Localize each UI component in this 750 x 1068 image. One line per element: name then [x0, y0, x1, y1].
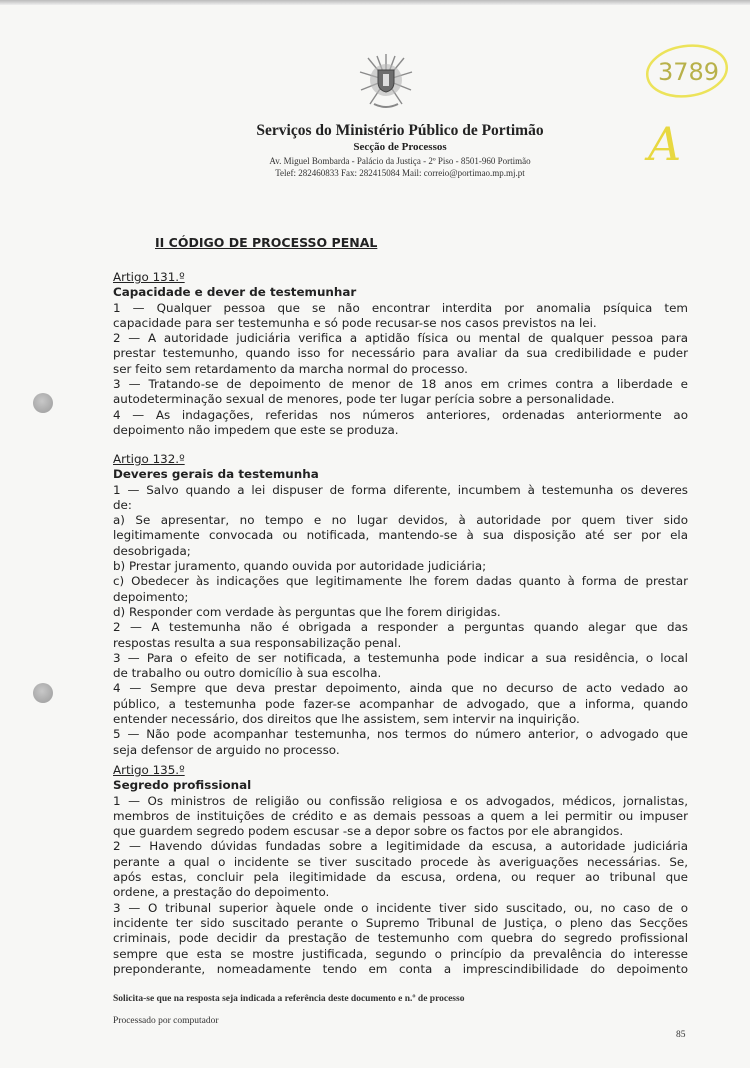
- office-section: Secção de Processos: [353, 141, 447, 153]
- paragraph-line: 1 — Qualquer pessoa que se não encontrar interdita por anomalia psíquica tem: [113, 300, 688, 315]
- paragraph-line: após estas, concluir pela ilegitimidade da escusa, ordena, ou requer ao tribunal que: [113, 870, 688, 885]
- paragraph-line: sempre que esta se mostre justificada, segundo o princípio da prevalência do interesse: [113, 946, 688, 961]
- paragraph-line: seja defensor de arguido no processo.: [113, 742, 340, 757]
- paragraph-line: entender necessário, dos direitos que lhe assistem, sem intervir na inquirição.: [113, 712, 580, 727]
- paragraph-line: 2 — A autoridade judiciária verifica a aptidão física ou mental de qualquer pessoa para: [113, 331, 688, 346]
- paragraph-line: 1 — Salvo quando a lei dispuser de forma diferente, incumbem à testemunha os deveres: [113, 482, 688, 497]
- paragraph-line: 3 — Para o efeito de ser notificada, a testemunha pode indicar a sua residência, o local: [113, 650, 688, 665]
- paragraph-line: 3 — Tratando-se de depoimento de menor de 18 anos em crimes contra a liberdade e: [113, 377, 688, 392]
- handwritten-number: 3789: [658, 58, 720, 86]
- paragraph-line: perante a qual o incidente se tiver suscitado procede às averiguações necessárias. Se,: [113, 854, 688, 869]
- paragraph-line: 2 — Havendo dúvidas fundadas sobre a legitimidade da escusa, a autoridade judiciária: [113, 839, 688, 854]
- paragraph-line: 3 — O tribunal superior àquele onde o incidente tiver sido suscitado, ou, no caso de o: [113, 900, 688, 915]
- paragraph-line: ordene, a prestação do depoimento.: [113, 885, 330, 900]
- handwritten-letter: A: [648, 117, 682, 168]
- paragraph-line: autodeterminação sexual de menores, pode ter lugar perícia sobre a personalidade.: [113, 392, 615, 407]
- paragraph-line: depoimento não impedem que este se produza.: [113, 422, 399, 437]
- paragraph-line: 2 — A testemunha não é obrigada a responder a perguntas quando alegar que das: [113, 620, 688, 635]
- paragraph-line: depoimento;: [113, 589, 189, 604]
- article-title: Capacidade e dever de testemunhar: [113, 285, 357, 300]
- article-title: Segredo profissional: [113, 778, 252, 793]
- footer-request-note: Solicita-se que na resposta seja indicada a referência deste documento e n.º de processo: [113, 994, 465, 1004]
- article-number: Artigo 131.º: [113, 270, 185, 284]
- paragraph-line: membros de instituições de crédito e as demais pessoas a quem a lei permitir ou impuser: [113, 808, 688, 823]
- article-title: Deveres gerais da testemunha: [113, 467, 319, 482]
- paragraph-line: incidente ter sido suscitado perante o Supremo Tribunal de Justiça, o pleno das Secções: [113, 915, 688, 930]
- paragraph-line: que guardem segredo podem escusar -se a depor sobre os factos por ele abrangidos.: [113, 824, 624, 839]
- coat-of-arms-logo: [358, 52, 414, 112]
- paragraph-line: desobrigada;: [113, 543, 191, 558]
- handwritten-annotation: [640, 38, 730, 168]
- office-title: Serviços do Ministério Público de Portimão: [256, 122, 544, 139]
- office-contacts: Telef: 282460833 Fax: 282415084 Mail: correio@portimao.mp.mj.pt: [275, 168, 525, 178]
- office-address: Av. Miguel Bombarda - Palácio da Justiça - 2º Piso - 8501-960 Portimão: [269, 156, 531, 166]
- paragraph-line: c) Obedecer às indicações que legitimamente lhe forem dadas quanto à forma de prestar: [113, 574, 688, 589]
- scan-top-edge: [0, 0, 750, 5]
- paragraph-line: preponderante, nomeadamente tendo em conta a imprescindibilidade do depoimento: [113, 961, 688, 976]
- paragraph-line: respostas resulta a sua responsabilização penal.: [113, 635, 402, 650]
- paragraph-line: público, a testemunha pode fazer-se acompanhar de advogado, que a informa, quando: [113, 696, 688, 711]
- paragraph-line: a) Se apresentar, no tempo e no lugar devidos, à autoridade por quem tiver sido: [113, 513, 688, 528]
- paragraph-line: ser feito sem retardamento da marcha normal do processo.: [113, 361, 468, 376]
- paragraph-line: criminais, pode decidir da prestação de testemunho com quebra do segredo profissional: [113, 931, 688, 946]
- page-number: 85: [676, 1030, 686, 1040]
- paragraph-line: de:: [113, 497, 132, 512]
- article: [113, 452, 688, 758]
- paragraph-line: prestar testemunho, quando isso for necessário para avaliar da sua credibilidade e puder: [113, 346, 688, 361]
- paragraph-line: 4 — As indagações, referidas nos números anteriores, ordenadas anteriormente ao: [113, 407, 688, 422]
- paragraph-line: de trabalho ou outro domicílio à sua escolha.: [113, 666, 382, 681]
- document-title: II CÓDIGO DE PROCESSO PENAL: [155, 235, 378, 250]
- paragraph-line: b) Prestar juramento, quando ouvida por autoridade judiciária;: [113, 559, 487, 574]
- article-number: Artigo 132.º: [113, 452, 185, 466]
- punch-hole: [33, 683, 53, 703]
- paragraph-line: 1 — Os ministros de religião ou confissão religiosa e os advogados, médicos, jornalistas,: [113, 793, 688, 808]
- article: [113, 270, 688, 438]
- punch-hole: [33, 393, 53, 413]
- paragraph-line: 4 — Sempre que deva prestar depoimento, ainda que no decurso de acto vedado ao: [113, 681, 688, 696]
- paragraph-line: d) Responder com verdade às perguntas que lhe forem dirigidas.: [113, 604, 501, 619]
- footer-processed-note: Processado por computador: [113, 1016, 219, 1026]
- paragraph-line: capacidade para ser testemunha e só pode recusar-se nos casos previstos na lei.: [113, 315, 597, 330]
- paragraph-line: 5 — Não pode acompanhar testemunha, nos termos do número anterior, o advogado que: [113, 727, 688, 742]
- article-number: Artigo 135.º: [113, 763, 185, 777]
- article: [113, 763, 688, 977]
- paragraph-line: legitimamente convocada ou notificada, mantendo-se à sua disposição até ser por ela: [113, 528, 688, 543]
